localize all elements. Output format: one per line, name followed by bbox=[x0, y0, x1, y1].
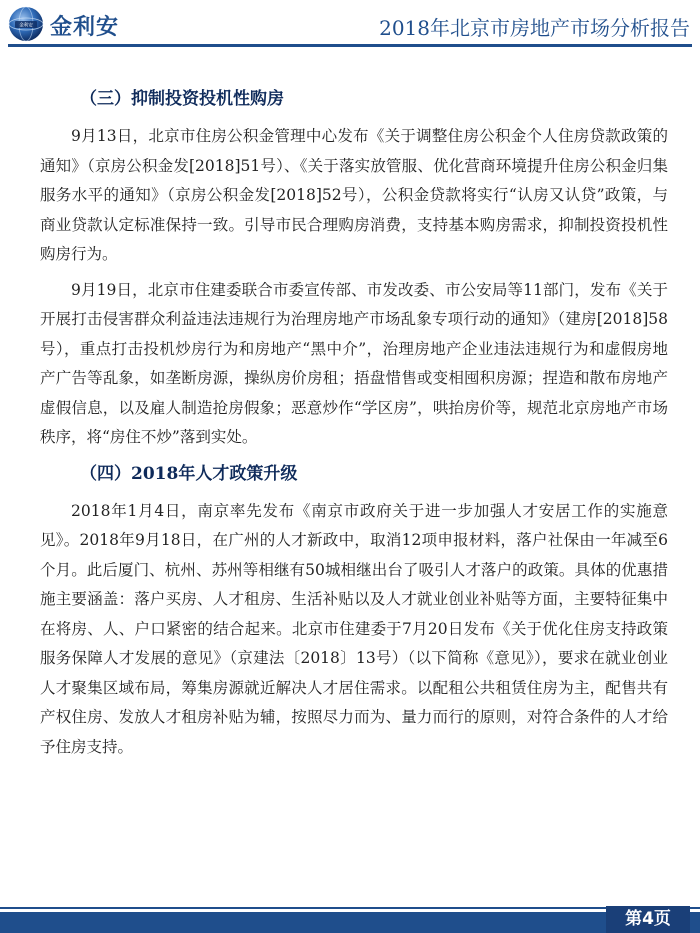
footer-bar bbox=[0, 912, 700, 933]
paragraph: 9月19日，北京市住建委联合市委宣传部、市发改委、市公安局等11部门，发布《关于开展打击侵害群众利益违法违规行为治理房地产市场乱象专项行动的通知》（建房[2018]58号），重点打击投机炒房行为和房地产“黑中介”，治理房地产企业违法违规行为和虚假房地产广告等乱象，如垄断房源，操纵房价房租；捂盘惜售或变相囤积房源；捏造和散布房地产虚假信息，以及雇人制造抢房假象；恶意炒作“学区房”，哄抬房价等，规范北京房地产市场秩序，将“房住不炒”落到实处。 bbox=[40, 280, 668, 446]
svg-text:金利安: 金利安 bbox=[19, 23, 33, 29]
globe-logo-icon bbox=[8, 6, 44, 42]
page-number: 第4页 bbox=[606, 906, 690, 933]
section-heading-4: （四）2018年人才政策升级 bbox=[80, 463, 298, 484]
paragraph: 9月13日，北京市住房公积金管理中心发布《关于调整住房公积金个人住房贷款政策的通知》（京房公积金发[2018]51号）、《关于落实放管服、优化营商环境提升住房公积金归集服务水平的通知》（京房公积金发[2018]52号），公积金贷款将实行“认房又认贷”政策，与商业贷款认定标准保持一致。引导市民合理购房消费，支持基本购房需求，抑制投资投机性购房行为。 bbox=[40, 127, 668, 263]
section-heading-3: （三）抑制投资投机性购房 bbox=[80, 89, 284, 109]
paragraph: 2018年1月4日，南京率先发布《南京市政府关于进一步加强人才安居工作的实施意见》。2018年9月18日，在广州的人才新政中，取消12项申报材料，落户社保由一年减至6个月。此后厦门、杭州、苏州等相继有50城相继出台了吸引人才落户的政策。具体的优惠措施主要涵盖：落户买房、人才租房、生活补贴以及人才就业创业补贴等方面，主要特征集中在将房、人、户口紧密的结合起来。北京市住建委于7月20日发布《关于优化住房支持政策服务保障人才发展的意见》（京建法〔2018〕13号）（以下简称《意见》），要求在就业创业人才聚集区域布局，筹集房源就近解决人才居住需求。以配租公共租赁住房为主，配售共有产权住房、发放人才租房补贴为辅，按照尽力而为、量力而行的原则，对符合条件的人才给予住房支持。 bbox=[40, 501, 668, 756]
report-title: 2018年北京市房地产市场分析报告 bbox=[379, 16, 690, 40]
brand-name: 金利安 bbox=[50, 15, 120, 40]
page-header bbox=[0, 0, 700, 50]
header-divider bbox=[8, 44, 692, 47]
footer-divider bbox=[0, 907, 700, 909]
main-content bbox=[40, 84, 668, 768]
